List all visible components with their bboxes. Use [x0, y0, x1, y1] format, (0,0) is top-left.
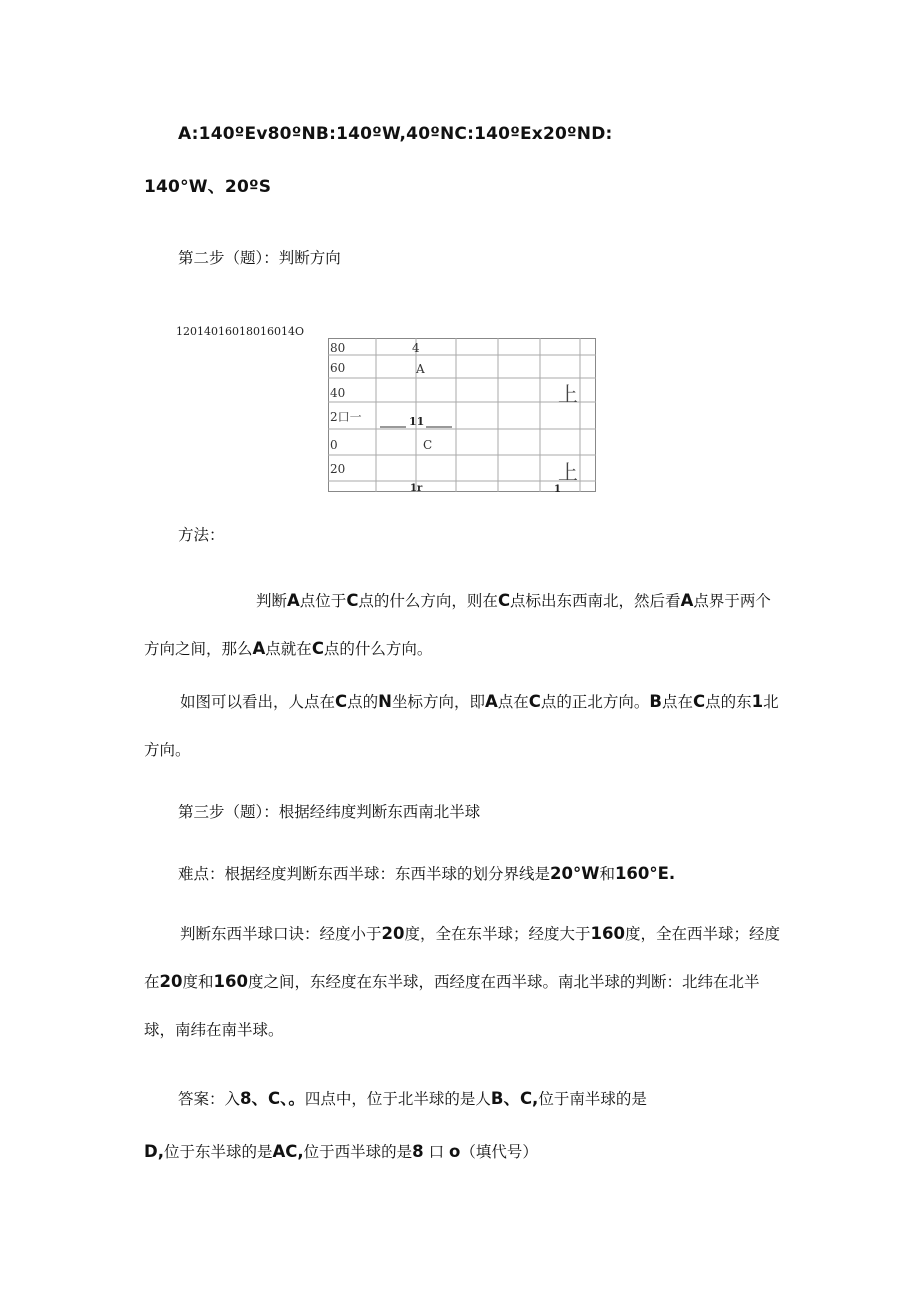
mark-4: 4	[412, 341, 420, 355]
point-C-label: C	[423, 438, 433, 452]
grid-border	[329, 339, 596, 492]
coordinate-grid-figure	[328, 338, 598, 498]
mark-up-2: 上	[558, 460, 578, 484]
bottom-mark-1: 1	[554, 484, 561, 494]
figure-top-label: 12014016018016014O	[176, 325, 304, 338]
answer-line2: D,位于东半球的是AC,位于西半球的是8 口 o（填代号）	[144, 1142, 538, 1161]
step3-title: 第三步（题）：根据经纬度判断东西南北半球	[178, 803, 481, 821]
difficulty-line: 难点：根据经度判断东西半球：东西半球的划分界线是20°W和160°E.	[178, 864, 676, 883]
row-label-20s: 20	[330, 462, 346, 476]
step2-title: 第二步（题）：判断方向	[178, 249, 341, 267]
grid-svg	[328, 338, 598, 494]
row-label-0: 0	[330, 438, 338, 452]
answer-coordinates-line1: A:140ºEv80ºNB:140ºW,40ºNC:140ºEx20ºND:	[178, 124, 613, 144]
rule-paragraph: 判断东西半球口诀：经度小于20度，全在东半球；经度大于160度，全在西半球；经度在20度和160度之间，东经度在东半球，西经度在西半球。南北半球的判断：北纬在北半球，南纬在南半球。	[144, 924, 780, 1039]
mark-11: 11	[409, 415, 425, 428]
row-label-40: 40	[330, 386, 346, 400]
method-paragraph: 判断A点位于C点的什么方向，则在C点标出东西南北，然后看A点界于两个方向之间，那么A点就在C点的什么方向。	[144, 591, 771, 658]
row-label-60: 60	[330, 361, 346, 375]
row-label-80: 80	[330, 341, 346, 355]
mark-up-1: 上	[558, 382, 578, 406]
method-label: 方法：	[178, 526, 225, 544]
grid-lines	[328, 338, 596, 492]
bottom-mark-1r: 1r	[410, 483, 423, 494]
row-label-20: 2口一	[330, 410, 362, 424]
answer-line1: 答案：入8、C、。四点中，位于北半球的是人B、C,位于南半球的是	[178, 1089, 647, 1108]
example-paragraph: 如图可以看出，人点在C点的N坐标方向，即A点在C点的正北方向。B点在C点的东1北方向。	[144, 692, 779, 759]
answer-coordinates-line2: 140°W、20ºS	[144, 177, 272, 197]
point-A-label: A	[416, 362, 425, 376]
